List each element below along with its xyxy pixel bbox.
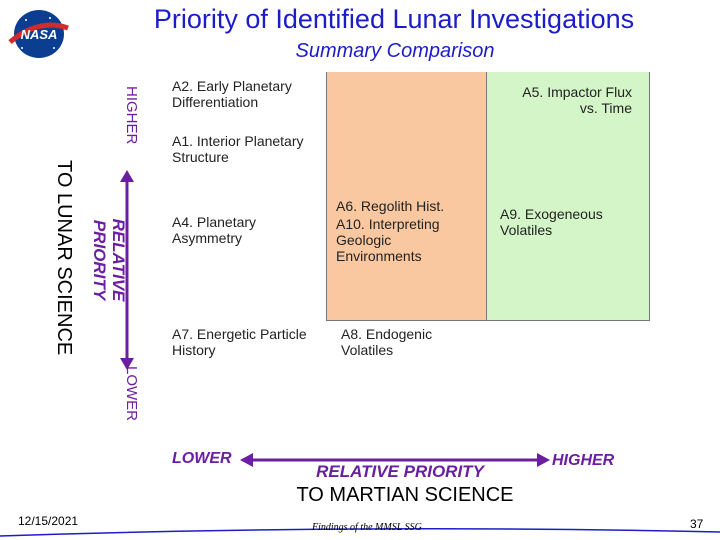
y-axis-higher-label: HIGHER: [123, 86, 140, 145]
cell-a4: A4. Planetary Asymmetry: [172, 214, 257, 246]
footer-note: Findings of the MMSL SSG: [312, 522, 422, 533]
x-axis-higher-label: HIGHER: [552, 452, 615, 469]
grid-border-right: [649, 72, 650, 320]
cell-a8: A8. Endogenic Volatiles: [341, 326, 433, 358]
x-axis-arrow-label: RELATIVE PRIORITY: [316, 462, 484, 481]
nasa-logo-text: NASA: [20, 27, 58, 42]
cell-orange: [326, 72, 486, 320]
cell-a10: A10. Interpreting Geologic Environments: [336, 216, 440, 264]
grid-vline: [486, 72, 487, 320]
cell-a1: A1. Interior Planetary Structure: [172, 133, 304, 165]
nasa-logo: [6, 8, 72, 60]
priority-grid: [160, 72, 650, 429]
y-axis-arrow: [112, 170, 142, 370]
y-axis-arrow-label: RELATIVE PRIORITY: [90, 218, 128, 302]
page-number: 37: [690, 517, 704, 531]
footer-date: 12/15/2021: [18, 514, 79, 528]
cell-a7: A7. Energetic Particle History: [172, 326, 307, 358]
y-axis-lower-label: LOWER: [123, 366, 140, 422]
grid-vline: [326, 72, 327, 320]
cell-a2: A2. Early Planetary Differentiation: [172, 78, 292, 110]
grid-hline: [326, 320, 650, 321]
cell-a6: A6. Regolith Hist.: [336, 198, 445, 214]
cell-a5: A5. Impactor Flux vs. Time: [522, 84, 632, 116]
y-axis-title: TO LUNAR SCIENCE: [53, 160, 75, 356]
x-axis-title: TO MARTIAN SCIENCE: [296, 484, 514, 506]
x-axis-lower-label: LOWER: [172, 450, 232, 467]
cell-a9: A9. Exogeneous Volatiles: [500, 206, 603, 238]
page-subtitle: Summary Comparison: [295, 40, 495, 62]
page-title: Priority of Identified Lunar Investigations: [153, 4, 635, 34]
